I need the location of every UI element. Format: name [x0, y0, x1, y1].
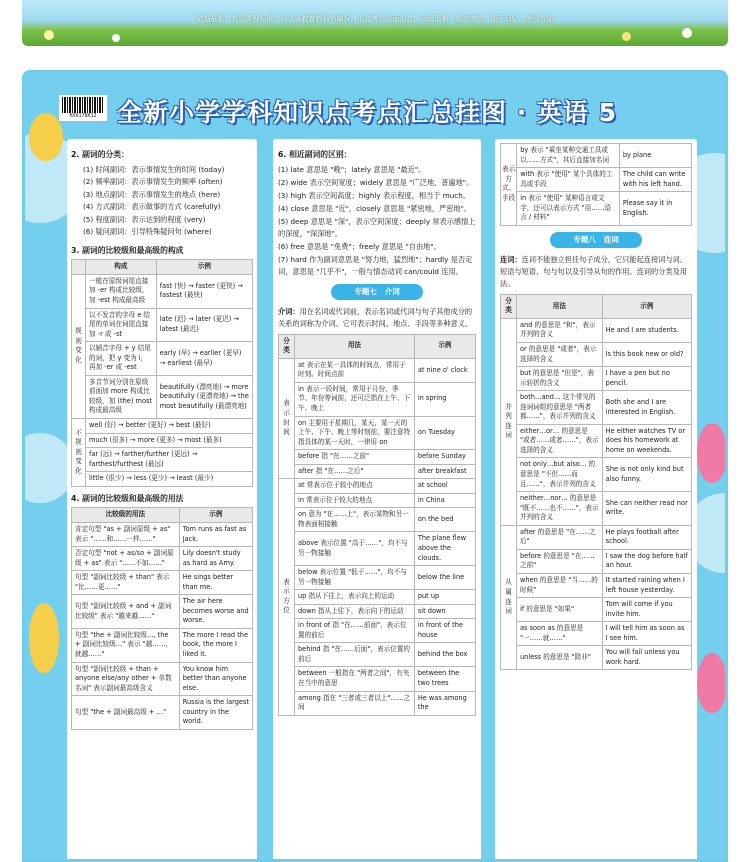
table-cell: She is not only kind but also funny.	[602, 458, 691, 492]
table-cell: 一般在原级词尾直接加 -er 构成比较级，加 -est 构成最高级	[86, 274, 157, 308]
table-cell: beautifully (漂亮地) → more beautifully (更漂亮地) → the most beautifully (最漂亮地)	[156, 375, 252, 418]
table-cell: in front of the house	[414, 619, 475, 643]
means-prepositions-table	[500, 143, 692, 226]
list-item: (2) wide 表示空间宽度；widely 意思是 "广泛地，普遍地"。	[278, 177, 474, 187]
table-cell: after 指 "在……之后"	[295, 464, 415, 479]
category-cell: 并列连词	[501, 318, 517, 525]
table-cell: Both she and I are interested in English.	[602, 391, 691, 425]
table-cell: 肯定句型 "as + 副词原级 + as" 表示 "……和……一样……"	[72, 523, 180, 547]
table-cell: Russia is the largest country in the world.	[179, 696, 252, 730]
topic-title-conjunctions: 专题八 连词	[550, 232, 642, 248]
table-cell: He plays football after school.	[602, 525, 691, 549]
list-item: (4) 方式副词：表示做事的方式 (carefully)	[83, 202, 221, 212]
table-cell: I will tell him as soon as I see him.	[602, 622, 691, 646]
table-cell: Lily doesn't study as hard as Amy.	[179, 547, 252, 571]
prepositions-table	[278, 334, 476, 716]
table-cell: I saw the dog before half an hour.	[602, 549, 691, 573]
balloon-right	[697, 423, 727, 483]
table-cell: early (早) → earlier (更早) → earliest (最早)	[156, 342, 252, 376]
column-header: 分类	[279, 334, 295, 358]
table-cell: before Sunday	[414, 450, 475, 465]
table-row	[279, 464, 476, 479]
table-row	[279, 493, 476, 508]
table-cell: both…and… 这个常见的连词词组的意思是 "两者都……"，表示并列的含义	[517, 391, 603, 425]
table-cell: 否定句型 "not + as/so + 副词原级 + as" 表示 "……不如……"	[72, 547, 180, 571]
table-row	[501, 549, 692, 573]
table-row	[501, 144, 692, 168]
table-row	[72, 571, 253, 595]
table-cell: when 的意思是 "当……的时候"	[517, 573, 603, 597]
topic-title-prepositions: 专题七 介词	[331, 284, 423, 300]
table-row	[72, 472, 253, 487]
table-row	[501, 492, 692, 526]
table-cell: by 表示 "乘坐某种交通工具或以……方式"，其后直接加名词	[517, 144, 620, 168]
top-banner	[22, 0, 728, 46]
table-row	[279, 479, 476, 494]
table-row	[501, 391, 692, 425]
table-cell: 句型 "副词比较级 + and + 副词比较级" 表示 "越来越……"	[72, 595, 180, 629]
table-cell: He sings better than me.	[179, 571, 252, 595]
table-cell: put up	[414, 590, 475, 605]
column-header: 构成	[86, 260, 157, 275]
table-cell: far (远) → farther/further (更远) → farthest/furthest (最远)	[86, 448, 253, 472]
adverb-type-list	[71, 164, 253, 239]
table-cell: He either watches TV or does his homework at home on weekends.	[602, 424, 691, 458]
table-cell: below the line	[414, 566, 475, 590]
list-item: (3) 地点副词：表示事情发生的地点 (here)	[83, 189, 221, 199]
table-row	[279, 450, 476, 465]
list-item: (1) 时间副词：表示事情发生的时间 (today)	[83, 164, 225, 174]
table-cell: in China	[414, 493, 475, 508]
column-header: 示例	[414, 334, 475, 358]
intro-paragraph	[278, 306, 476, 330]
table-cell: well (好) → better (更好) → best (最好)	[86, 419, 253, 434]
table-cell: in 表示一段时间，常用于月份、季节、年份等词前，还可泛指在上午、下午、晚上	[295, 382, 415, 416]
table-row	[72, 274, 253, 308]
table-cell: in 表示 "使用" 某种语言或文字，还可以表示方式 "用……语言 / 材料"	[517, 192, 620, 226]
table-row	[279, 691, 476, 715]
list-item: (6) free 意思是 "免费"；freely 意思是 "自由地"。	[278, 241, 441, 251]
table-cell: 句型 "副词比较级 + than + anyone else/any other + 单数名词" 表示副词最高级含义	[72, 662, 180, 696]
table-cell: before 的意思是 "在……之前"	[517, 549, 603, 573]
table-cell: late (迟) → later (更迟) → latest (最迟)	[156, 308, 252, 342]
table-cell: 多音节词分别在原级前面加 more 构成比较级，加 (the) most 构成最高级	[86, 375, 157, 418]
table-cell: not only…but also… 的意思是 "不但……而且……"，表示并列的含义	[517, 458, 603, 492]
table-row	[72, 628, 253, 662]
table-cell: fast (快) → faster (更快) → fastest (最快)	[156, 274, 252, 308]
table-cell: by plane	[619, 144, 691, 168]
table-row	[72, 342, 253, 376]
table-cell: 以辅音字母 + y 结尾的词，把 y 变为 i，再加 -er 或 -est	[86, 342, 157, 376]
table-row	[501, 367, 692, 391]
table-row	[501, 458, 692, 492]
category-cell: 表示方式、手段	[501, 144, 517, 226]
table-row	[72, 595, 253, 629]
table-cell: below 表示位置 "低于……"，均不与另一物接触	[295, 566, 415, 590]
table-cell: if 的意思是 "如果"	[517, 598, 603, 622]
table-cell: He and I are students.	[602, 318, 691, 342]
table-cell: sit down	[414, 604, 475, 619]
column-header: 示例	[602, 294, 691, 318]
table-cell: in 常表示位于较大的地点	[295, 493, 415, 508]
table-cell: Please say it in English.	[619, 192, 691, 226]
section-title: 3. 副词的比较级和最高级的构成	[71, 245, 184, 255]
table-cell: little (很少) → less (更少) → least (最少)	[86, 472, 253, 487]
table-row	[501, 622, 692, 646]
table-row	[279, 643, 476, 667]
list-item: (3) high 表示空间高度；highly 表示程度，相当于 much。	[278, 190, 470, 200]
list-item: (7) hard 作为副词意思是 "努力地，猛烈地"；hardly 是否定词，意思是 "几乎不"，一般与情态动词 can/could 连用。	[278, 254, 473, 276]
table-cell: He was among the	[414, 691, 475, 715]
table-cell: before 指 "在……之前"	[295, 450, 415, 465]
table-row	[279, 358, 476, 382]
table-row	[279, 619, 476, 643]
balloon-left-low	[29, 603, 59, 673]
table-cell: Tom runs as fast as Jack.	[179, 523, 252, 547]
table-cell: 句型 "the + 副词比较级…, the + 副词比较级…" 表示 "越……，就越……"	[72, 628, 180, 662]
table-cell: either…or… 的意思是 "或者……或者……"，表示选择的含义	[517, 424, 603, 458]
table-row	[72, 662, 253, 696]
table-cell: Is this book new or old?	[602, 343, 691, 367]
section-title: 4. 副词的比较级和最高级的用法	[71, 493, 184, 503]
table-row	[501, 573, 692, 597]
table-cell: at school	[414, 479, 475, 494]
list-item: (5) 程度副词：表示达到的程度 (very)	[83, 214, 206, 224]
table-cell: behind 指 "在……后面"，表示位置的前后	[295, 643, 415, 667]
table-cell: She can neither read nor write.	[602, 492, 691, 526]
table-row	[72, 419, 253, 434]
table-cell: between the two trees	[414, 667, 475, 691]
column-header: 比较级的用法	[72, 508, 180, 523]
table-cell: much (很多) → more (更多) → most (最多)	[86, 433, 253, 448]
table-row	[501, 192, 692, 226]
table-cell: on the bed	[414, 508, 475, 532]
list-item: (4) close 意思是 "近"，closely 意思是 "紧密地，严密地"。	[278, 203, 472, 213]
table-cell: and 的意思是 "和"，表示并列的含义	[517, 318, 603, 342]
table-cell: but 的意思是 "但是"，表示转折的含义	[517, 367, 603, 391]
table-row	[501, 598, 692, 622]
intro-lead: 介词：	[278, 306, 300, 316]
table-cell: 句型 "the + 副词最高级 + …"	[72, 696, 180, 730]
column-header: 示例	[179, 508, 252, 523]
section-title: 2. 副词的分类：	[71, 150, 129, 159]
table-row	[72, 433, 253, 448]
category-cell: 规则变化	[72, 274, 86, 418]
table-cell: after 的意思是 "在……之后"	[517, 525, 603, 549]
table-cell: unless 的意思是 "除非"	[517, 646, 603, 670]
column-header: 用法	[517, 294, 603, 318]
table-cell: I have a pen but no pencil.	[602, 367, 691, 391]
table-cell: behind the box	[414, 643, 475, 667]
intro-text: 连词不能独立担任句子成分，它只能起连接词与词、短语与短语、句与句以及引导从句的作用。连词的分类及用法。	[500, 254, 687, 288]
intro-text: 用在名词或代词前，表示名词或代词与句子其他成分的关系的词称为介词。它可表示时间、地点、手段等多种意义。	[278, 306, 473, 328]
table-cell: You know him better than anyone else.	[179, 662, 252, 696]
table-cell: above 表示位置 "高于……"，均不与另一物接触	[295, 532, 415, 566]
table-row	[501, 343, 692, 367]
table-row	[501, 525, 692, 549]
category-cell: 不规则变化	[72, 419, 86, 487]
table-row	[501, 318, 692, 342]
balloon-left	[29, 113, 63, 161]
column-prepositions	[273, 139, 481, 862]
table-cell: among 指在 "三者或三者以上"……之间	[295, 691, 415, 715]
table-cell: as soon as 的意思是 "一……就……"	[517, 622, 603, 646]
table-cell: at 表示在某一具体的时间点，常用于时刻、时间点前	[295, 358, 415, 382]
table-cell: between 一般指在 "两者之间"，有夹在当中的意思	[295, 667, 415, 691]
table-row	[501, 646, 692, 670]
column-adverbs	[67, 139, 257, 862]
barcode: HX0178K12	[59, 95, 107, 121]
table-row	[501, 168, 692, 192]
column-conjunctions	[495, 139, 697, 862]
table-row	[279, 604, 476, 619]
table-row	[501, 424, 692, 458]
intro-paragraph	[500, 254, 692, 290]
poster-title: 全新小学学科知识点考点汇总挂图 · 英语 5	[117, 91, 677, 135]
column-header: 分类	[501, 294, 517, 318]
table-cell: or 的意思是 "或者"，表示选择的含义	[517, 343, 603, 367]
poster	[22, 70, 728, 862]
table-row	[72, 523, 253, 547]
list-item: (2) 频率副词：表示事情发生的频率 (often)	[83, 177, 223, 187]
table-cell: up 指从下往上，表示向上的运动	[295, 590, 415, 605]
table-row	[72, 375, 253, 418]
category-cell: 表示方位	[279, 479, 295, 715]
table-cell: at nine o' clock	[414, 358, 475, 382]
table-row	[72, 547, 253, 571]
table-row	[279, 566, 476, 590]
conjunctions-table	[500, 294, 692, 671]
table-cell: You will fail unless you work hard.	[602, 646, 691, 670]
table-row	[279, 590, 476, 605]
list-item: (6) 疑问副词：引导特殊疑问句 (where)	[83, 227, 212, 237]
column-header: 用法	[295, 334, 415, 358]
table-row	[279, 667, 476, 691]
table-cell: neither…nor… 的意思是 "既不……也不……"，表示并列的含义	[517, 492, 603, 526]
table-cell: at 常表示位于较小的地点	[295, 479, 415, 494]
category-cell: 表示时间	[279, 358, 295, 478]
section-title: 6. 相近副词的区别：	[278, 150, 352, 159]
table-row	[279, 532, 476, 566]
table-cell: 句型 "副词比较级 + than" 表示 "比……更……"	[72, 571, 180, 595]
table-cell: The air here becomes worse and worse.	[179, 595, 252, 629]
table-row	[279, 508, 476, 532]
balloon-right-low	[697, 653, 727, 713]
column-header: 示例	[156, 260, 252, 275]
table-cell: on Tuesday	[414, 416, 475, 450]
table-cell: The more I read the book, the more I liked it.	[179, 628, 252, 662]
table-row	[279, 382, 476, 416]
table-row	[279, 416, 476, 450]
table-cell: in spring	[414, 382, 475, 416]
intro-lead: 连词：	[500, 254, 522, 264]
table-cell: down 指从上往下，表示向下的运动	[295, 604, 415, 619]
table-cell: on 意为 "在……上"，表示某物和另一物表面相接触	[295, 508, 415, 532]
table-cell: in front of 指 "在……前面"，表示位置的前后	[295, 619, 415, 643]
banner-caption: 依据最新《英语课程标准》及义务教育教科书编写，汇总考点全面汇总，条理清晰，重点突出，便于记忆，使用方便	[196, 15, 554, 23]
table-cell: The plane flew above the clouds.	[414, 532, 475, 566]
comparison-formation-table	[71, 259, 253, 486]
list-item: (1) late 意思是 "晚"；lately 意思是 "最近"。	[278, 164, 426, 174]
list-item: (5) deep 意思是 "深"，表示空间深度；deeply 常表示感情上的深度，"深深地"。	[278, 216, 476, 238]
category-cell: 从属连词	[501, 525, 517, 670]
table-cell: with 表示 "使用" 某个具体的工具或手段	[517, 168, 620, 192]
table-cell: after breakfast	[414, 464, 475, 479]
table-cell: Tom will come if you invite him.	[602, 598, 691, 622]
table-row	[72, 308, 253, 342]
comparison-usage-table	[71, 507, 253, 729]
table-cell: It started raining when I left house yesterday.	[602, 573, 691, 597]
table-cell: The child can write with his left hand.	[619, 168, 691, 192]
table-row	[72, 696, 253, 730]
similar-adverbs-list	[278, 164, 476, 278]
table-row	[72, 448, 253, 472]
table-cell: 以不发音的字母 e 结尾的单词在词尾直接加 -r 或 -st	[86, 308, 157, 342]
table-cell: on 主要用于星期几，某天，某一天的上午、下午、晚上等时刻前，要注意特指具体的某一天时，一律用 on	[295, 416, 415, 450]
